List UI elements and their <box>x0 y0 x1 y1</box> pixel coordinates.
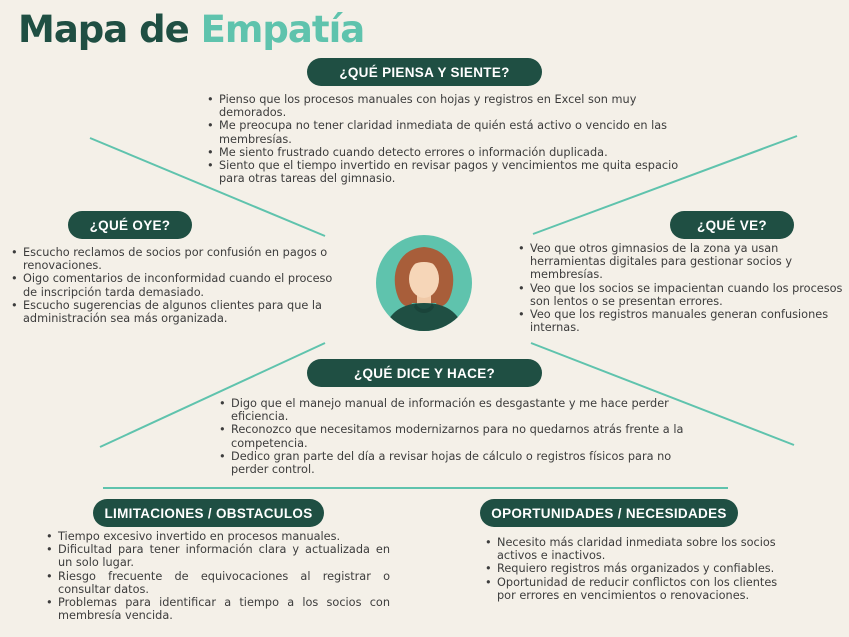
list-dice <box>217 397 687 476</box>
title-part-2: Empatía <box>200 8 365 51</box>
section-label-piensa: ¿QUÉ PIENSA Y SIENTE? <box>307 58 542 86</box>
list-item: • Digo que el manejo manual de información es desgastante y me hace perder eficiencia. <box>217 397 687 423</box>
list-item: • Tiempo excesivo invertido en procesos manuales. <box>44 530 390 543</box>
persona-avatar <box>376 235 472 331</box>
list-item: • Dedico gran parte del día a revisar hojas de cálculo o registros físicos para no perder control. <box>217 450 687 476</box>
list-item: • Siento que el tiempo invertido en revisar pagos y vencimientos me quita espacio para otras tareas del gimnasio. <box>205 159 685 185</box>
list-oye <box>9 246 339 325</box>
list-item: • Necesito más claridad inmediata sobre los socios activos e inactivos. <box>483 536 793 562</box>
section-label-limitaciones: LIMITACIONES / OBSTACULOS <box>93 499 324 527</box>
list-limitaciones <box>44 530 390 622</box>
list-item: • Oigo comentarios de inconformidad cuando el proceso de inscripción tarda demasiado. <box>9 272 339 298</box>
list-item: • Riesgo frecuente de equivocaciones al registrar o consultar datos. <box>44 570 390 596</box>
list-piensa <box>205 93 685 185</box>
section-label-oye: ¿QUÉ OYE? <box>68 211 192 239</box>
list-item: • Me preocupa no tener claridad inmediata de quién está activo o vencido en las membresías. <box>205 119 685 145</box>
list-oportunidades <box>483 536 793 602</box>
section-label-oportunidades: OPORTUNIDADES / NECESIDADES <box>480 499 738 527</box>
list-ve <box>516 242 844 334</box>
list-item: • Requiero registros más organizados y confiables. <box>483 562 793 575</box>
list-item: • Veo que los socios se impacientan cuando los procesos son lentos o se presentan errores. <box>516 282 844 308</box>
section-label-ve: ¿QUÉ VE? <box>670 211 794 239</box>
title-part-1: Mapa de <box>18 8 201 51</box>
list-item: • Pienso que los procesos manuales con hojas y registros en Excel son muy demorados. <box>205 93 685 119</box>
list-item: • Reconozco que necesitamos modernizarnos para no quedarnos atrás frente a la competencia. <box>217 423 687 449</box>
list-item: • Veo que los registros manuales generan confusiones internas. <box>516 308 844 334</box>
list-item: • Veo que otros gimnasios de la zona ya usan herramientas digitales para gestionar socios y membresías. <box>516 242 844 282</box>
list-item: • Escucho sugerencias de algunos clientes para que la administración sea más organizada. <box>9 299 339 325</box>
list-item: • Oportunidad de reducir conflictos con los clientes por errores en vencimientos o renovaciones. <box>483 576 793 602</box>
list-item: • Escucho reclamos de socios por confusión en pagos o renovaciones. <box>9 246 339 272</box>
list-item: • Problemas para identificar a tiempo a los socios con membresía vencida. <box>44 596 390 622</box>
section-label-dice: ¿QUÉ DICE Y HACE? <box>307 359 542 387</box>
list-item: • Dificultad para tener información clara y actualizada en un solo lugar. <box>44 543 390 569</box>
list-item: • Me siento frustrado cuando detecto errores o información duplicada. <box>205 146 685 159</box>
